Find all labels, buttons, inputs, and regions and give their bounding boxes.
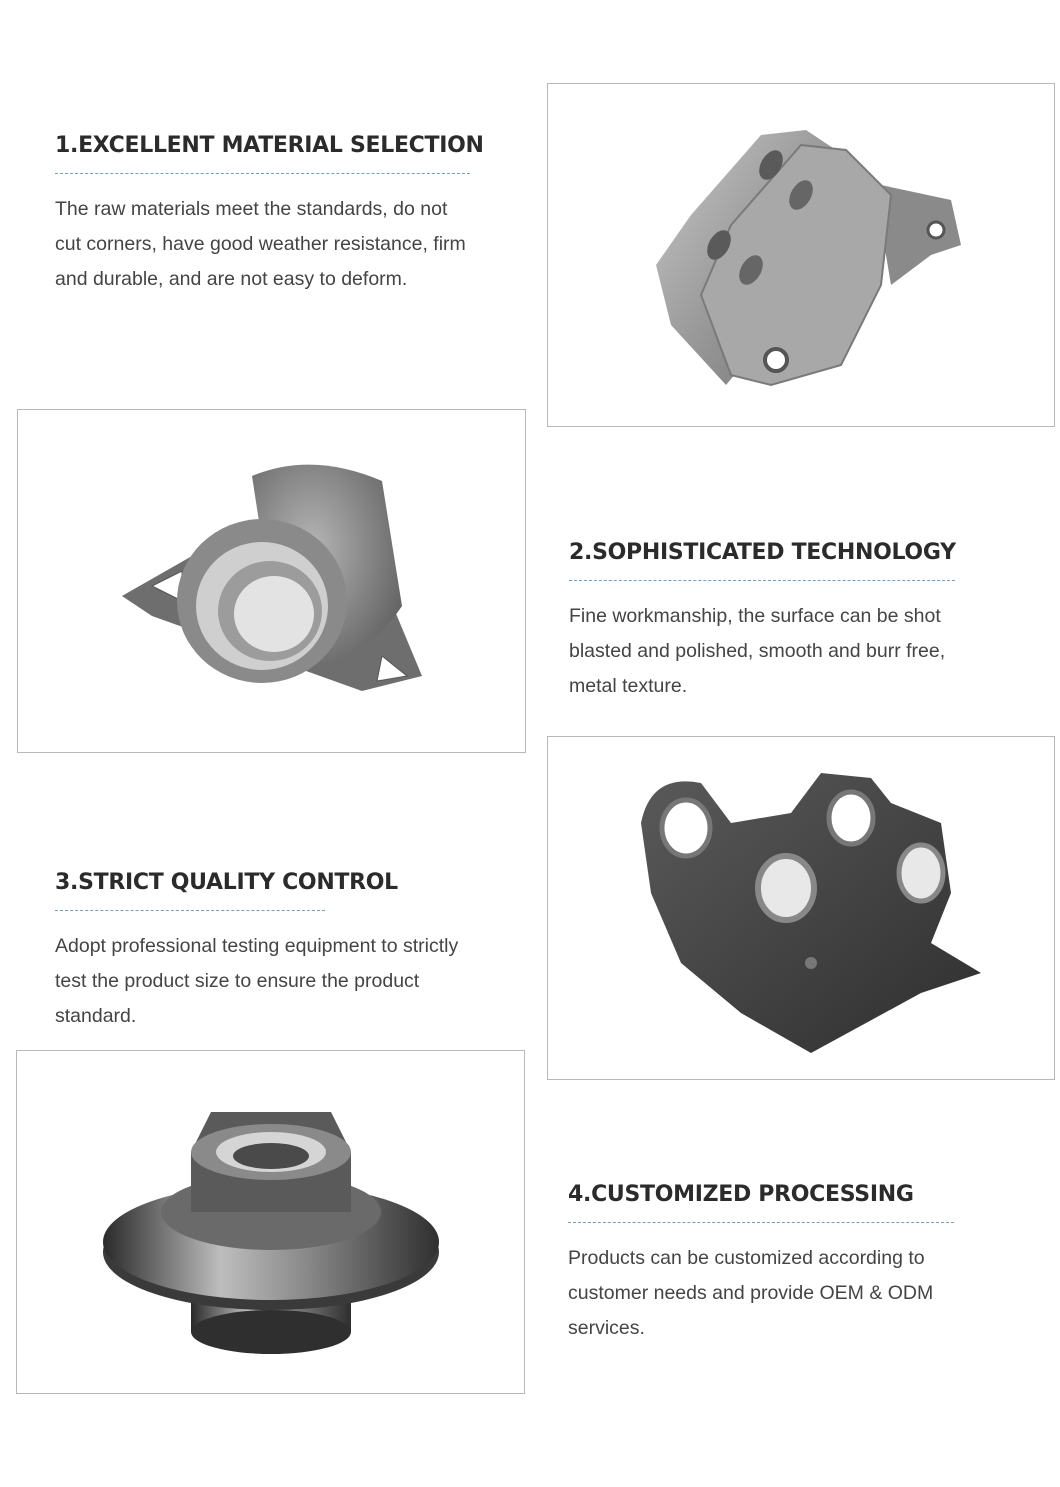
section-1 [55, 133, 484, 297]
section-1-body: The raw materials meet the standards, do not cut corners, have good weather resistance, firm and durable, and are not easy to deform. [55, 198, 466, 291]
section-4-image-frame [16, 1050, 525, 1394]
section-3-title: 3.STRICT QUALITY CONTROL [55, 870, 398, 895]
section-2-title: 2.SOPHISTICATED TECHNOLOGY [569, 540, 956, 565]
section-2-body: Fine workmanship, the surface can be shot blasted and polished, smooth and burr free, metal texture. [569, 605, 946, 698]
section-3-image-frame [547, 736, 1055, 1080]
flange-hub-image [101, 1082, 441, 1362]
section-3-body: Adopt professional testing equipment to strictly test the product size to ensure the product standard. [55, 935, 459, 1028]
section-4-title: 4.CUSTOMIZED PROCESSING [568, 1182, 914, 1207]
section-4 [568, 1182, 978, 1346]
section-1-image-frame [547, 83, 1055, 427]
section-4-divider [568, 1222, 954, 1223]
cast-bracket-image [631, 105, 971, 405]
bearing-housing-image [112, 446, 432, 716]
section-1-title: 1.EXCELLENT MATERIAL SELECTION [55, 133, 484, 158]
section-2 [569, 540, 979, 704]
section-4-body: Products can be customized according to customer needs and provide OEM & ODM services. [568, 1247, 934, 1340]
dark-bracket-image [621, 763, 981, 1053]
section-3 [55, 870, 465, 1034]
section-1-divider [55, 173, 470, 174]
section-2-image-frame [17, 409, 526, 753]
section-2-divider [569, 580, 955, 581]
section-3-divider [55, 910, 325, 911]
